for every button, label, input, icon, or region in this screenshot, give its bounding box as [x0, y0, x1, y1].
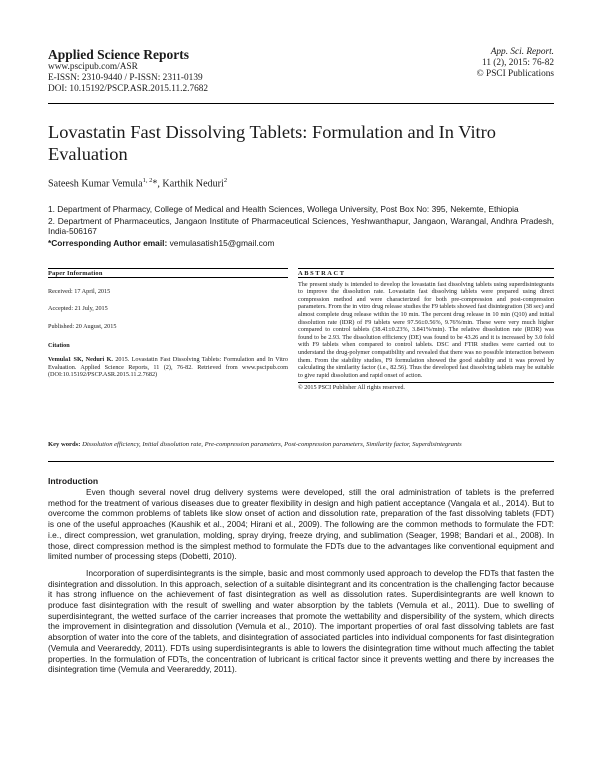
introduction-body: [48, 487, 554, 675]
paragraph: Incorporation of superdisintegrants is the simple, basic and most commonly used approach to develop the FDTs that fasten the disintegration and dissolution. In this approach, selection of a suitable disintegrant and its concentration is the challenging factor because it has strong influence on the achievement of fast disintegration as well as dissolution rates. Superdisintegrants are well known to produce fast disintegration with the result of swelling and water absorption by the tablets (Vemula et al., 2011). Due to swelling of superdisintegrant, the wetted surface of the carrier increases that promote the wettability and dispersibility of the system, which directs the improvement in disintegration and dissolution (Vemula et al., 2010). The important properties of oral fast dissolving tablets are fast absorption of water into the core of the tablets, and disintegration of associated particles into individual components for fast disintegration (Vemula and Veerareddy, 2011). FDTs using superdisintegrants is able to lowers the disintegration time without much affecting the tablet properties. In the formulation of FDTs, the concentration of lubricant is critical factor since it prevents wetting and there by increases the disintegration time (Vemula and Veerareddy, 2011).: [48, 567, 554, 675]
corresponding-author: [48, 238, 554, 249]
keywords: [48, 441, 554, 449]
journal-volume: 11 (2), 2015: 76-82: [482, 57, 554, 68]
citation-body: 2015. Lovastatin Fast Dissolving Tablets: Formulation and In Vitro Evaluation. Applied Science Reports, 11 (2), 76-82. Retrieved from www.pscipub.com (DOI:10.15192/PSCP.ASR.2015.11.2.7682): [48, 355, 288, 379]
section-heading-introduction: Introduction: [48, 476, 99, 486]
abstract-text: The present study is intended to develop the lovastatin fast dissolving tablets using superdisintegrants to improve the dissolution rate. Lovastatin fast dissolving tablets were prepared using direct compression method and were characterized for both pre-compression and post-compression parameters. From the in vitro drug release studies the F9 tablets showed fast disintegration (38 sec) and almost complete drug release within the 10 min. The percent drug release in 10 min (Q10) and initial dissolution rate (IDR) of F9 tablets were 97.56±0.56%, 9.76%/min. These were very much higher compared to control tablets (38.41±0.23%, 3.841%/min). The relative dissolution rate (RDR) was found to be 2.93. The dissolution efficiency (DE) was found to be 43.26 and it is increased by 3.0 fold with F9 tablets when compared to control tablets. DSC and FTIR studies were carried out to understand the drug-polymer compatibility and revealed that there was no possible interaction between them. From the stability studies, F9 formulation showed the good stability and it was proved by calculating the similarity factor (i.e., 82.56). Thus the developed fast dissolving tablets may be suitable to give rapid dissolution and rapid onset of action.: [298, 280, 554, 379]
keywords-divider: [48, 461, 554, 462]
author-affiliation-marker: 1, 2: [142, 177, 153, 184]
paper-info-top-rule: [48, 268, 288, 269]
corresponding-author-marker: *,: [152, 178, 160, 190]
affiliations: [48, 204, 554, 250]
journal-issn: E-ISSN: 2310-9440 / P-ISSN: 2311-0139: [48, 72, 203, 83]
affiliation: 2. Department of Pharmaceutics, Jangaon Institute of Pharmaceutical Sciences, Yeshwanthapur, Jangaon, Warangal, Andhra Pradesh, India-506167: [48, 215, 554, 237]
paper-info-abstract-box: [48, 268, 554, 441]
corresponding-author-label: *Corresponding Author email:: [48, 238, 168, 249]
paragraph: Even though several novel drug delivery systems were developed, still the oral administration of tablets is the preferred method for the treatment of various diseases due to greater flexibility in design and high patient acceptance (Vangala et al., 2014). But to overcome the common problems of tablets like slow onset of action and dissolution rate, preparation of the fast dissolving tablets (FDT) is one of the useful approaches (Kaushik et al., 2004; Hirani et al., 2009). The following are the common methods to formulate the FDT: i.e., direct compression, wet granulation, molding, spray drying, freeze drying, and sublimation (Seager, 1998; Bandari et al., 2008). In those, direct compression method is the simplest method to formulate the FDTs due to the advantages like conventional equipment and limited number of processing steps (Dobetti, 2010).: [48, 487, 554, 562]
author-list: [48, 175, 554, 190]
journal-publisher: © PSCI Publications: [476, 68, 554, 79]
header-divider: [48, 103, 554, 104]
keywords-text: Dissolution efficiency, Initial dissolution rate, Pre-compression parameters, Post-compression parameters, Similarity factor, Superdisintegrants: [82, 441, 462, 448]
citation-heading: Citation: [48, 342, 70, 350]
author-affiliation-marker: 2: [223, 177, 228, 184]
corresponding-author-email[interactable]: vemulasatish15@gmail.com: [169, 238, 275, 249]
journal-name: Applied Science Reports: [48, 47, 189, 62]
affiliation: 1. Department of Pharmacy, College of Medical and Health Sciences, Wollega University, Post Box No: 395, Nekemte, Ethiopia: [48, 204, 519, 214]
published-date: Published: 20 August, 2015: [48, 322, 117, 330]
citation-authors: Vemula1 SK, Neduri K.: [48, 355, 113, 363]
journal-citation-block: [477, 47, 554, 79]
author-name: Karthik Neduri: [162, 178, 224, 190]
keywords-label: Key words:: [48, 441, 81, 448]
journal-doi: DOI: 10.15192/PSCP.ASR.2015.11.2.7682: [48, 83, 209, 94]
paper-info-heading: Paper Information: [48, 270, 103, 277]
journal-abbreviation: App. Sci. Report.: [490, 47, 554, 57]
journal-website[interactable]: www.pscipub.com/ASR: [48, 62, 138, 72]
accepted-date: Accepted: 21 July, 2015: [48, 305, 108, 313]
abstract-top-rule: [298, 268, 554, 269]
received-date: Received: 17 April, 2015: [48, 287, 111, 295]
journal-header: [48, 47, 554, 99]
author-name: Sateesh Kumar Vemula: [48, 178, 143, 190]
abstract-heading: ABSTRACT: [298, 270, 346, 277]
paper-history: [48, 288, 288, 331]
copyright-notice: © 2015 PSCI Publisher All rights reserved.: [298, 382, 554, 392]
citation-text: [48, 356, 288, 379]
paper-information: [48, 270, 288, 379]
article-title: Lovastatin Fast Dissolving Tablets: Formulation and In Vitro Evaluation: [48, 122, 496, 164]
abstract: [298, 270, 554, 392]
